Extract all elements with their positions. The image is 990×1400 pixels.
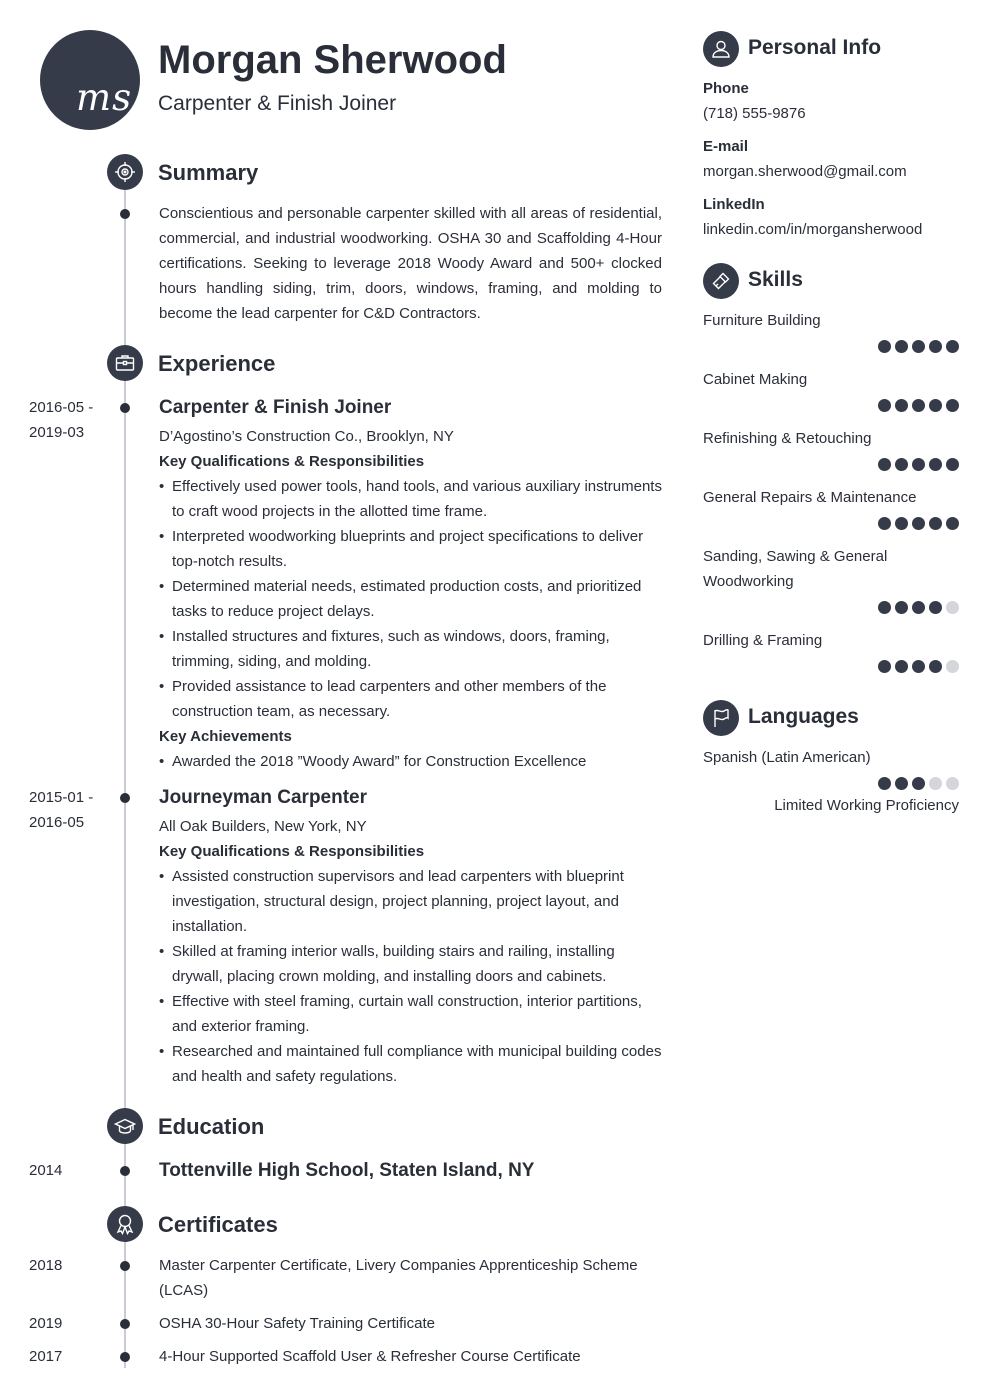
user-icon [703, 31, 739, 67]
job-title: Carpenter & Finish Joiner [159, 397, 392, 418]
skill-rating [878, 399, 959, 412]
rating-dot [946, 399, 959, 412]
rating-dot [912, 517, 925, 530]
language-name: Spanish (Latin American) [703, 749, 871, 766]
list-item: • Effective with steel framing, curtain wall construction, interior partitions, and exterior framing. [159, 989, 664, 1039]
rating-dot [912, 660, 925, 673]
target-icon [107, 154, 143, 190]
certificate-date: 2017 [29, 1348, 63, 1365]
email-label: E-mail [703, 138, 749, 155]
achievement-list [159, 749, 664, 774]
job-entry [159, 785, 664, 1089]
list-item: • Skilled at framing interior walls, building stairs and railing, installing drywall, placing crown molding, and installing doors and cabinets. [159, 939, 664, 989]
rating-dot [929, 340, 942, 353]
education-heading: Education [158, 1114, 265, 1139]
list-item: • Awarded the 2018 ”Woody Award” for Construction Excellence [159, 749, 664, 774]
rating-dot [946, 517, 959, 530]
skill-name: Refinishing & Retouching [703, 430, 872, 447]
job-company: D’Agostino’s Construction Co., Brooklyn, NY [159, 428, 454, 445]
summary-text: Conscientious and personable carpenter skilled with all areas of residential, commercial, and industrial woodworking. OSHA 30 and Scaffolding 4-Hour certifications. Seeking to leverage 2018 Woody Award and 500+ clocked hours handling siding, trim, doors, windows, framing, and molding to become the lead carpenter for C&D Contractors. [159, 205, 662, 322]
language-rating [878, 777, 959, 790]
job-company: All Oak Builders, New York, NY [159, 818, 367, 835]
skill-rating [878, 458, 959, 471]
certificate-name: 4-Hour Supported Scaffold User & Refresher Course Certificate [159, 1348, 581, 1365]
job-date: 2016-05 - 2019-03 [29, 399, 94, 441]
skill-rating [878, 517, 959, 530]
personal-info-heading: Personal Info [748, 36, 882, 59]
job-date: 2015-01 - 2016-05 [29, 789, 94, 831]
skill-name: Cabinet Making [703, 371, 808, 388]
timeline-dot [120, 1352, 130, 1362]
phone-value: (718) 555-9876 [703, 105, 806, 122]
list-item: • Interpreted woodworking blueprints and project specifications to deliver top-notch results. [159, 524, 664, 574]
skill-name: General Repairs & Maintenance [703, 489, 917, 506]
timeline-dot [120, 1261, 130, 1271]
responsibility-list [159, 864, 664, 1089]
rating-dot [912, 340, 925, 353]
rating-dot [929, 458, 942, 471]
rating-dot [895, 601, 908, 614]
achievements-heading: Key Achievements [159, 728, 292, 745]
email-value: morgan.sherwood@gmail.com [703, 163, 907, 180]
qualifications-heading: Key Qualifications & Responsibilities [159, 843, 425, 860]
phone-label: Phone [703, 80, 749, 97]
language-proficiency: Limited Working Proficiency [774, 797, 959, 814]
skill-name: Sanding, Sawing & General Woodworking [703, 548, 888, 590]
rating-dot [929, 660, 942, 673]
rating-dot [878, 517, 891, 530]
rating-dot [946, 777, 959, 790]
education-school: Tottenville High School, Staten Island, NY [159, 1160, 535, 1181]
rating-dot [912, 458, 925, 471]
rating-dot [878, 660, 891, 673]
candidate-title: Carpenter & Finish Joiner [158, 92, 397, 115]
list-item: • Determined material needs, estimated production costs, and prioritized tasks to reduce project delays. [159, 574, 664, 624]
rating-dot [929, 601, 942, 614]
list-item: • Provided assistance to lead carpenters and other members of the construction team, as necessary. [159, 674, 664, 724]
rating-dot [929, 399, 942, 412]
rating-dot [929, 777, 942, 790]
linkedin-label: LinkedIn [703, 196, 765, 213]
monogram-initials: ms [76, 76, 133, 119]
rating-dot [912, 399, 925, 412]
skills-heading: Skills [748, 268, 803, 291]
list-item: • Researched and maintained full compliance with municipal building codes and health and safety regulations. [159, 1039, 664, 1089]
list-item: • Assisted construction supervisors and lead carpenters with blueprint investigation, structural design, project planning, project layout, and installation. [159, 864, 664, 939]
candidate-name: Morgan Sherwood [158, 38, 507, 82]
rating-dot [929, 517, 942, 530]
summary-heading: Summary [158, 160, 259, 185]
timeline-dot [120, 403, 130, 413]
skill-name: Drilling & Framing [703, 632, 823, 649]
rating-dot [946, 458, 959, 471]
rating-dot [895, 517, 908, 530]
job-entry [159, 395, 664, 774]
certificate-name: Master Carpenter Certificate, Livery Companies Apprenticeship Scheme (LCAS) [159, 1257, 638, 1299]
tools-icon [703, 263, 739, 299]
rating-dot [878, 777, 891, 790]
job-title: Journeyman Carpenter [159, 787, 368, 808]
rating-dot [946, 660, 959, 673]
skill-name: Furniture Building [703, 312, 821, 329]
experience-heading: Experience [158, 351, 276, 376]
skill-rating [878, 601, 959, 614]
rating-dot [895, 777, 908, 790]
rating-dot [946, 340, 959, 353]
timeline-dot [120, 1166, 130, 1176]
rating-dot [895, 399, 908, 412]
briefcase-icon [107, 345, 143, 381]
rating-dot [912, 777, 925, 790]
graduation-cap-icon [107, 1108, 143, 1144]
list-item: • Installed structures and fixtures, such as windows, doors, framing, trimming, siding, and molding. [159, 624, 664, 674]
languages-heading: Languages [748, 705, 859, 728]
skill-rating [878, 660, 959, 673]
rating-dot [946, 601, 959, 614]
certificate-date: 2018 [29, 1257, 63, 1274]
skill-rating [878, 340, 959, 353]
qualifications-heading: Key Qualifications & Responsibilities [159, 453, 425, 470]
timeline-dot [120, 1319, 130, 1329]
rating-dot [895, 660, 908, 673]
timeline-dot [120, 209, 130, 219]
timeline-dot [120, 793, 130, 803]
certificate-name: OSHA 30-Hour Safety Training Certificate [159, 1315, 435, 1332]
linkedin-value: linkedin.com/in/morgansherwood [703, 221, 923, 238]
rating-dot [878, 399, 891, 412]
rating-dot [878, 601, 891, 614]
monogram-avatar [40, 30, 140, 130]
flag-icon [703, 700, 739, 736]
responsibility-list [159, 474, 664, 724]
certificate-date: 2019 [29, 1315, 63, 1332]
certificates-heading: Certificates [158, 1212, 278, 1237]
rating-dot [895, 458, 908, 471]
award-ribbon-icon [107, 1206, 143, 1242]
rating-dot [878, 340, 891, 353]
rating-dot [895, 340, 908, 353]
rating-dot [912, 601, 925, 614]
list-item: • Effectively used power tools, hand tools, and various auxiliary instruments to craft wood projects in the allotted time frame. [159, 474, 664, 524]
education-date: 2014 [29, 1162, 63, 1179]
rating-dot [878, 458, 891, 471]
